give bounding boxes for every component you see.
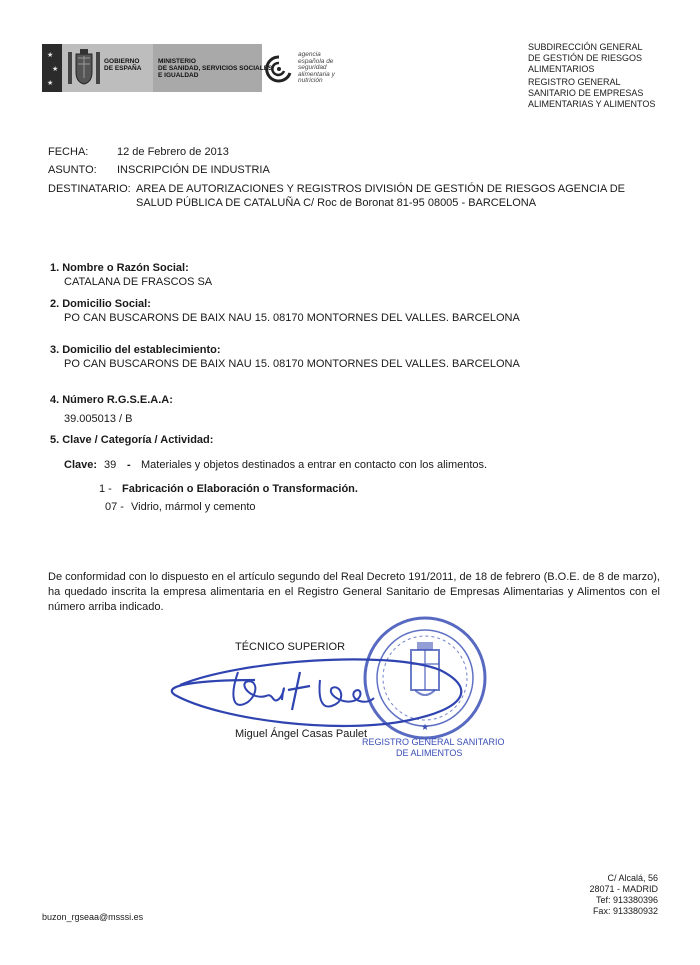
section-2-value: PO CAN BUSCARONS DE BAIX NAU 15. 08170 MONTORNES DEL VALLES. BARCELONA [64, 312, 520, 324]
section-3-value: PO CAN BUSCARONS DE BAIX NAU 15. 08170 MONTORNES DEL VALLES. BARCELONA [64, 358, 520, 370]
fecha-label: FECHA: [48, 146, 89, 158]
department-header: SUBDIRECCIÓN GENERAL DE GESTIÓN DE RIESGOS ALIMENTARIOS REGISTRO GENERAL SANITARIO DE EMPRESAS ALIMENTARIAS Y ALIMENTOS [528, 42, 656, 109]
svg-text:★: ★ [420, 722, 430, 732]
destinatario-line1: AREA DE AUTORIZACIONES Y REGISTROS DIVISIÓN DE GESTIÓN DE RIESGOS AGENCIA DE [136, 183, 626, 195]
fecha-value: 12 de Febrero de 2013 [117, 146, 229, 158]
ministry-text: MINISTERIO DE SANIDAD, SERVICIOS SOCIALES E IGUALDAD [158, 58, 273, 79]
asunto-value: INSCRIPCIÓN DE INDUSTRIA [117, 164, 270, 176]
footer-address: C/ Alcalá, 56 28071 - MADRID Tef: 913380396 Fax: 913380932 [589, 873, 658, 916]
footer-email: buzon_rgseaa@msssi.es [42, 912, 144, 922]
clave-description: Materiales y objetos destinados a entrar en contacto con los alimentos. [141, 459, 488, 471]
asunto-label: ASUNTO: [48, 164, 97, 176]
section-2-title: 2. Domicilio Social: [50, 298, 151, 310]
signatory-title: TÉCNICO SUPERIOR [235, 641, 346, 653]
section-4-value: 39.005013 / B [64, 413, 133, 425]
aesan-logo-icon [264, 54, 294, 84]
signatory-name: Miguel Ángel Casas Paulet [235, 728, 368, 740]
actividad-description: Vidrio, mármol y cemento [131, 501, 256, 513]
eu-flag-icon: ★ ★ ★ [42, 44, 62, 92]
section-4-title: 4. Número R.G.S.E.A.A: [50, 394, 173, 406]
section-1-value: CATALANA DE FRASCOS SA [64, 276, 213, 288]
actividad-number: 07 - [105, 501, 124, 513]
section-3-title: 3. Domicilio del establecimiento: [50, 344, 221, 356]
gobierno-text: GOBIERNO DE ESPAÑA [104, 58, 142, 72]
section-1-title: 1. Nombre o Razón Social: [50, 262, 189, 274]
categoria-description: Fabricación o Elaboración o Transformación. [122, 483, 358, 495]
section-5-title: 5. Clave / Categoría / Actividad: [50, 434, 214, 446]
conformity-paragraph: De conformidad con lo dispuesto en el artículo segundo del Real Decreto 191/2011, de 18 de febrero (B.O.E. de 8 de marzo), ha quedado inscrita la empresa alimentaria en el Registro General Sanitario de Empresas Alimentarias y Alimentos con el número arriba indicado. [48, 571, 660, 613]
clave-number: 39 [104, 459, 117, 471]
stamp-caption: REGISTRO GENERAL SANITARIO DE ALIMENTOS [362, 737, 505, 758]
clave-label: Clave: [64, 459, 98, 471]
categoria-number: 1 - [99, 483, 112, 495]
aesan-text: agencia española de seguridad alimentaria y nutrición [298, 51, 335, 84]
destinatario-label: DESTINATARIO: [48, 183, 131, 195]
coat-of-arms-icon [66, 48, 102, 88]
clave-dash: - [127, 459, 131, 471]
destinatario-line2: SALUD PÚBLICA DE CATALUÑA C/ Roc de Boronat 81-95 08005 - BARCELONA [136, 197, 537, 209]
